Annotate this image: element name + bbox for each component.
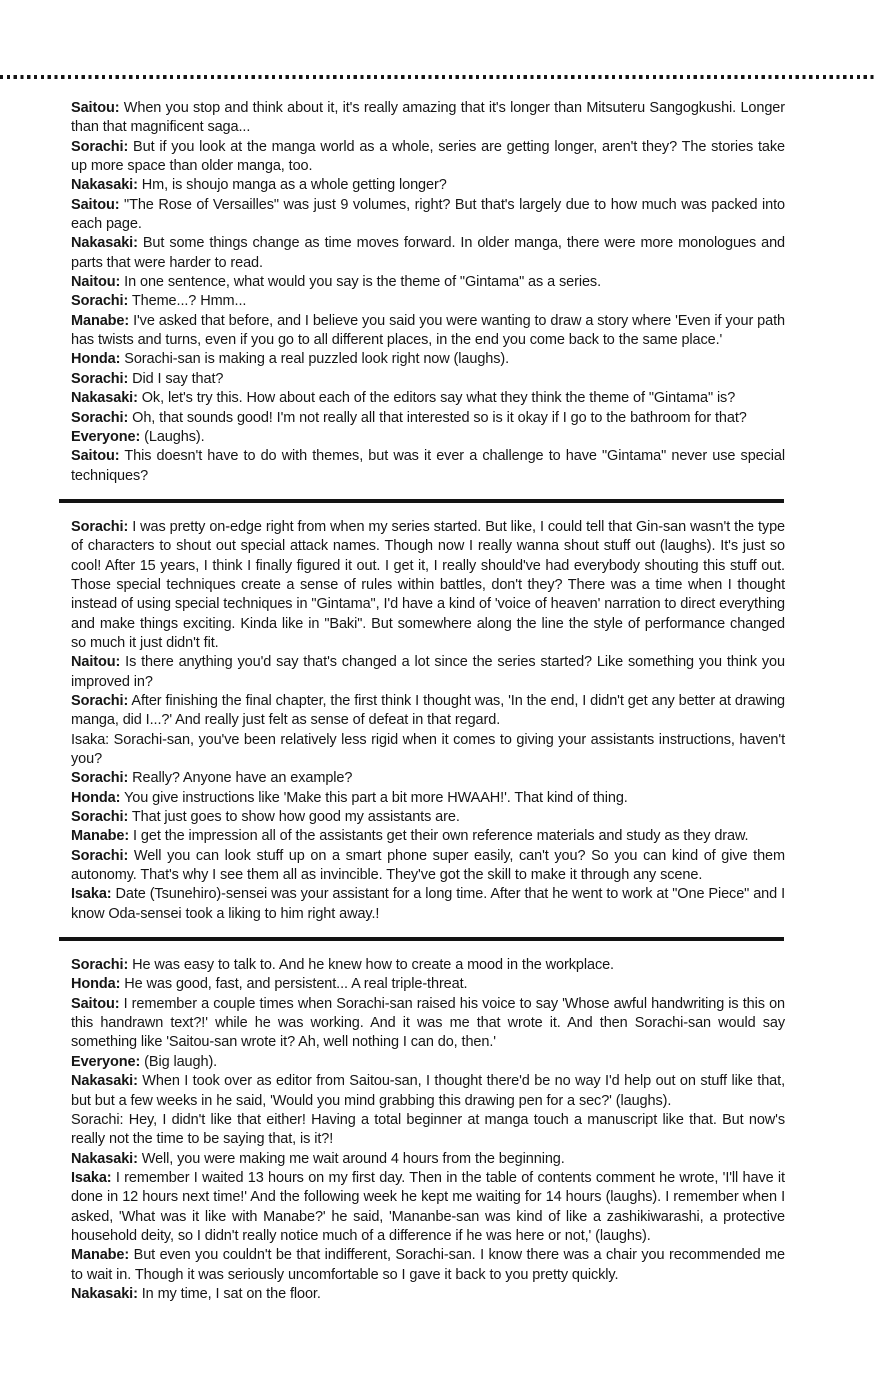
dialogue-text: But some things change as time moves forward. In older manga, there were more monologues and parts that were harder to read. — [71, 235, 785, 271]
speaker-name: Sorachi: — [71, 809, 129, 826]
dialogue-text: When you stop and think about it, it's really amazing that it's longer than Mitsuteru Sangogkushi. Longer than that magnificent saga... — [71, 100, 785, 136]
dialogue-turn — [71, 370, 785, 389]
dialogue-text: Hey, I didn't like that either! Having a total beginner at manga touch a manuscript like that. But now's really not the time to be saying that, is it?! — [71, 1111, 785, 1148]
dialogue-turn — [71, 1053, 785, 1072]
dialogue-turn — [71, 995, 785, 1053]
dialogue-text: When I took over as editor from Saitou-san, I thought there'd be no way I'd help out on stuff like that, but but a few weeks in he said, 'Would you mind grabbing this drawing pen for a sec?' (laughs). — [71, 1073, 785, 1109]
speaker-name: Naitou: — [71, 274, 121, 291]
speaker-name: Nakasaki: — [71, 177, 138, 194]
speaker-name: Isaka: — [71, 886, 112, 903]
speaker-name: Sorachi: — [71, 293, 129, 310]
dialogue-section-2 — [71, 518, 785, 924]
dialogue-text: I remember I waited 13 hours on my first day. Then in the table of contents comment he wrote, 'I'll have it done in 12 hours next time!' And the following week he kept me waiting for 14 hours (laughs). I remember when I asked, 'What was it like with Manabe?' he said, 'Mananbe-san was kind of like a zashikiwarashi, a protective household deity, so I didn't really notice much of a difference if he was here or not,' (laughs). — [71, 1169, 785, 1244]
speaker-name: Manabe: — [71, 828, 130, 845]
dialogue-text: "The Rose of Versailles" was just 9 volumes, right? But that's largely due to how much was packed into each page. — [71, 196, 785, 233]
dialogue-turn — [71, 389, 785, 408]
speaker-name: Sorachi: — [71, 370, 129, 387]
dialogue-turn — [71, 518, 785, 653]
dialogue-turn — [71, 176, 785, 195]
dialogue-turn — [71, 975, 785, 994]
speaker-name: Everyone: — [71, 428, 141, 445]
dialogue-turn — [71, 1246, 785, 1285]
dialogue-turn — [71, 1072, 785, 1111]
speaker-name: Naitou: — [71, 654, 121, 671]
dialogue-text: Is there anything you'd say that's changed a lot since the series started? Like something you think you improved in? — [71, 654, 785, 690]
section-divider-1 — [59, 499, 784, 503]
dialogue-section-3 — [71, 956, 785, 1304]
dialogue-text: But if you look at the manga world as a whole, series are getting longer, aren't they? The stories take up more space than older manga, too. — [71, 138, 785, 175]
dialogue-turn — [71, 312, 785, 351]
dialogue-text: Date (Tsunehiro)-sensei was your assistant for a long time. After that he went to work at "One Piece" and I know Oda-sensei took a liking to him right away.! — [71, 886, 785, 922]
dialogue-text: This doesn't have to do with themes, but was it ever a challenge to have "Gintama" never use special techniques? — [71, 448, 785, 484]
dialogue-text: You give instructions like 'Make this part a bit more HWAAH!'. That kind of thing. — [120, 789, 628, 806]
dialogue-turn — [71, 827, 785, 846]
dialogue-turn — [71, 447, 785, 486]
dialogue-text: Did I say that? — [128, 370, 224, 387]
speaker-name: Sorachi: — [71, 692, 129, 709]
speaker-name: Sorachi: — [71, 847, 129, 864]
speaker-name: Saitou: — [71, 100, 120, 116]
dialogue-turn — [71, 653, 785, 692]
top-dotted-divider — [0, 75, 875, 79]
dialogue-turn — [71, 1285, 785, 1304]
dialogue-text: He was good, fast, and persistent... A real triple-threat. — [120, 976, 468, 993]
dialogue-text: Well you can look stuff up on a smart phone super easily, can't you? So you can kind of give them autonomy. That's why I see them all as invincible. They've got the skill to make it through any scene. — [71, 847, 785, 884]
dialogue-turn — [71, 1150, 785, 1169]
dialogue-text: But even you couldn't be that indifferent, Sorachi-san. I know there was a chair you recommended me to wait in. Though it was seriously uncomfortable so I gave it back to you pretty quickly. — [71, 1247, 785, 1283]
dialogue-turn — [71, 1111, 785, 1150]
dialogue-turn — [71, 808, 785, 827]
speaker-name: Isaka: — [71, 1169, 112, 1186]
speaker-name: Nakasaki: — [71, 1150, 138, 1167]
dialogue-text: He was easy to talk to. And he knew how to create a mood in the workplace. — [128, 957, 614, 974]
speaker-name: Nakasaki: — [71, 1285, 138, 1302]
section-divider-2 — [59, 937, 784, 941]
dialogue-text: In one sentence, what would you say is the theme of "Gintama" as a series. — [120, 274, 601, 291]
speaker-name: Saitou: — [71, 448, 120, 465]
speaker-name: Sorachi: — [71, 518, 129, 535]
dialogue-turn — [71, 956, 785, 975]
dialogue-turn — [71, 273, 785, 292]
dialogue-turn — [71, 428, 785, 447]
dialogue-section-1 — [71, 99, 785, 486]
dialogue-turn — [71, 1169, 785, 1246]
dialogue-text: (Big laugh). — [140, 1053, 218, 1070]
speaker-name: Sorachi: — [71, 409, 129, 426]
dialogue-text: I get the impression all of the assistants get their own reference materials and study as they draw. — [129, 828, 749, 845]
speaker-name: Manabe: — [71, 1247, 130, 1264]
dialogue-text: Theme...? Hmm... — [128, 293, 247, 310]
dialogue-text: Sorachi-san is making a real puzzled look right now (laughs). — [120, 351, 510, 368]
dialogue-text: Hm, is shoujo manga as a whole getting longer? — [137, 177, 447, 194]
dialogue-text: Really? Anyone have an example? — [128, 770, 353, 787]
speaker-name: Saitou: — [71, 196, 120, 213]
speaker-name: Sorachi: — [71, 138, 129, 155]
speaker-name: Honda: — [71, 976, 121, 993]
dialogue-turn — [71, 350, 785, 369]
transcript-content — [71, 99, 785, 1304]
speaker-name: Sorachi: — [71, 957, 129, 974]
speaker-name: Sorachi: — [71, 770, 129, 787]
speaker-name: Manabe: — [71, 312, 130, 329]
dialogue-turn — [71, 292, 785, 311]
speaker-name: Sorachi: — [71, 1111, 124, 1128]
dialogue-turn — [71, 196, 785, 235]
dialogue-turn — [71, 769, 785, 788]
dialogue-text: Ok, let's try this. How about each of the editors say what they think the theme of "Gintama" is? — [137, 390, 736, 407]
dialogue-text: I remember a couple times when Sorachi-san raised his voice to say 'Whose awful handwriting is this on this handrawn text?!' while he was working. And it was me that wrote it. And then Sorachi-san would say something like 'Saitou-san wrote it? Ah, well nothing I can do, then.' — [71, 995, 785, 1051]
speaker-name: Honda: — [71, 789, 121, 806]
dialogue-text: In my time, I sat on the floor. — [137, 1285, 321, 1302]
dialogue-turn — [71, 138, 785, 177]
dialogue-text: Well, you were making me wait around 4 hours from the beginning. — [137, 1150, 565, 1167]
speaker-name: Saitou: — [71, 995, 120, 1012]
dialogue-turn — [71, 847, 785, 886]
speaker-name: Honda: — [71, 351, 121, 368]
speaker-name: Nakasaki: — [71, 235, 138, 252]
speaker-name: Nakasaki: — [71, 1073, 138, 1090]
dialogue-turn — [71, 692, 785, 731]
dialogue-turn — [71, 99, 785, 138]
dialogue-turn — [71, 409, 785, 428]
dialogue-text: That just goes to show how good my assistants are. — [128, 809, 460, 826]
dialogue-text: Sorachi-san, you've been relatively less rigid when it comes to giving your assistants instructions, haven't you? — [71, 731, 785, 767]
dialogue-turn — [71, 789, 785, 808]
speaker-name: Nakasaki: — [71, 390, 138, 407]
dialogue-turn — [71, 885, 785, 924]
dialogue-text: I've asked that before, and I believe you said you were wanting to draw a story where 'Even if your path has twists and turns, even if you go to all different places, in the end you come back to the same place.' — [71, 312, 785, 349]
dialogue-text: Oh, that sounds good! I'm not really all that interested so is it okay if I go to the bathroom for that? — [128, 409, 747, 426]
dialogue-text: I was pretty on-edge right from when my series started. But like, I could tell that Gin-san wasn't the type of characters to shout out special attack names. Though now I really wanna shout stuff out (laughs). It's just so cool! After 15 years, I think I finally figured it out. I get it, I really should've had everybody shouting this stuff out. Those special techniques create a sense of rules within battles, don't they? There was a time when I thought instead of using special techniques in "Gintama", I'd have a kind of 'voice of heaven' narration to direct everything and make things exciting. Kinda like in "Baki". But somewhere along the line the style of performance changed so much it just didn't fit. — [71, 518, 785, 651]
speaker-name: Everyone: — [71, 1053, 141, 1070]
dialogue-turn — [71, 731, 785, 770]
dialogue-turn — [71, 234, 785, 273]
speaker-name: Isaka: — [71, 731, 110, 748]
dialogue-text: After finishing the final chapter, the first think I thought was, 'In the end, I didn't get any better at drawing manga, did I...?' And really just felt as sense of defeat in that regard. — [71, 692, 785, 729]
dialogue-text: (Laughs). — [140, 428, 205, 445]
